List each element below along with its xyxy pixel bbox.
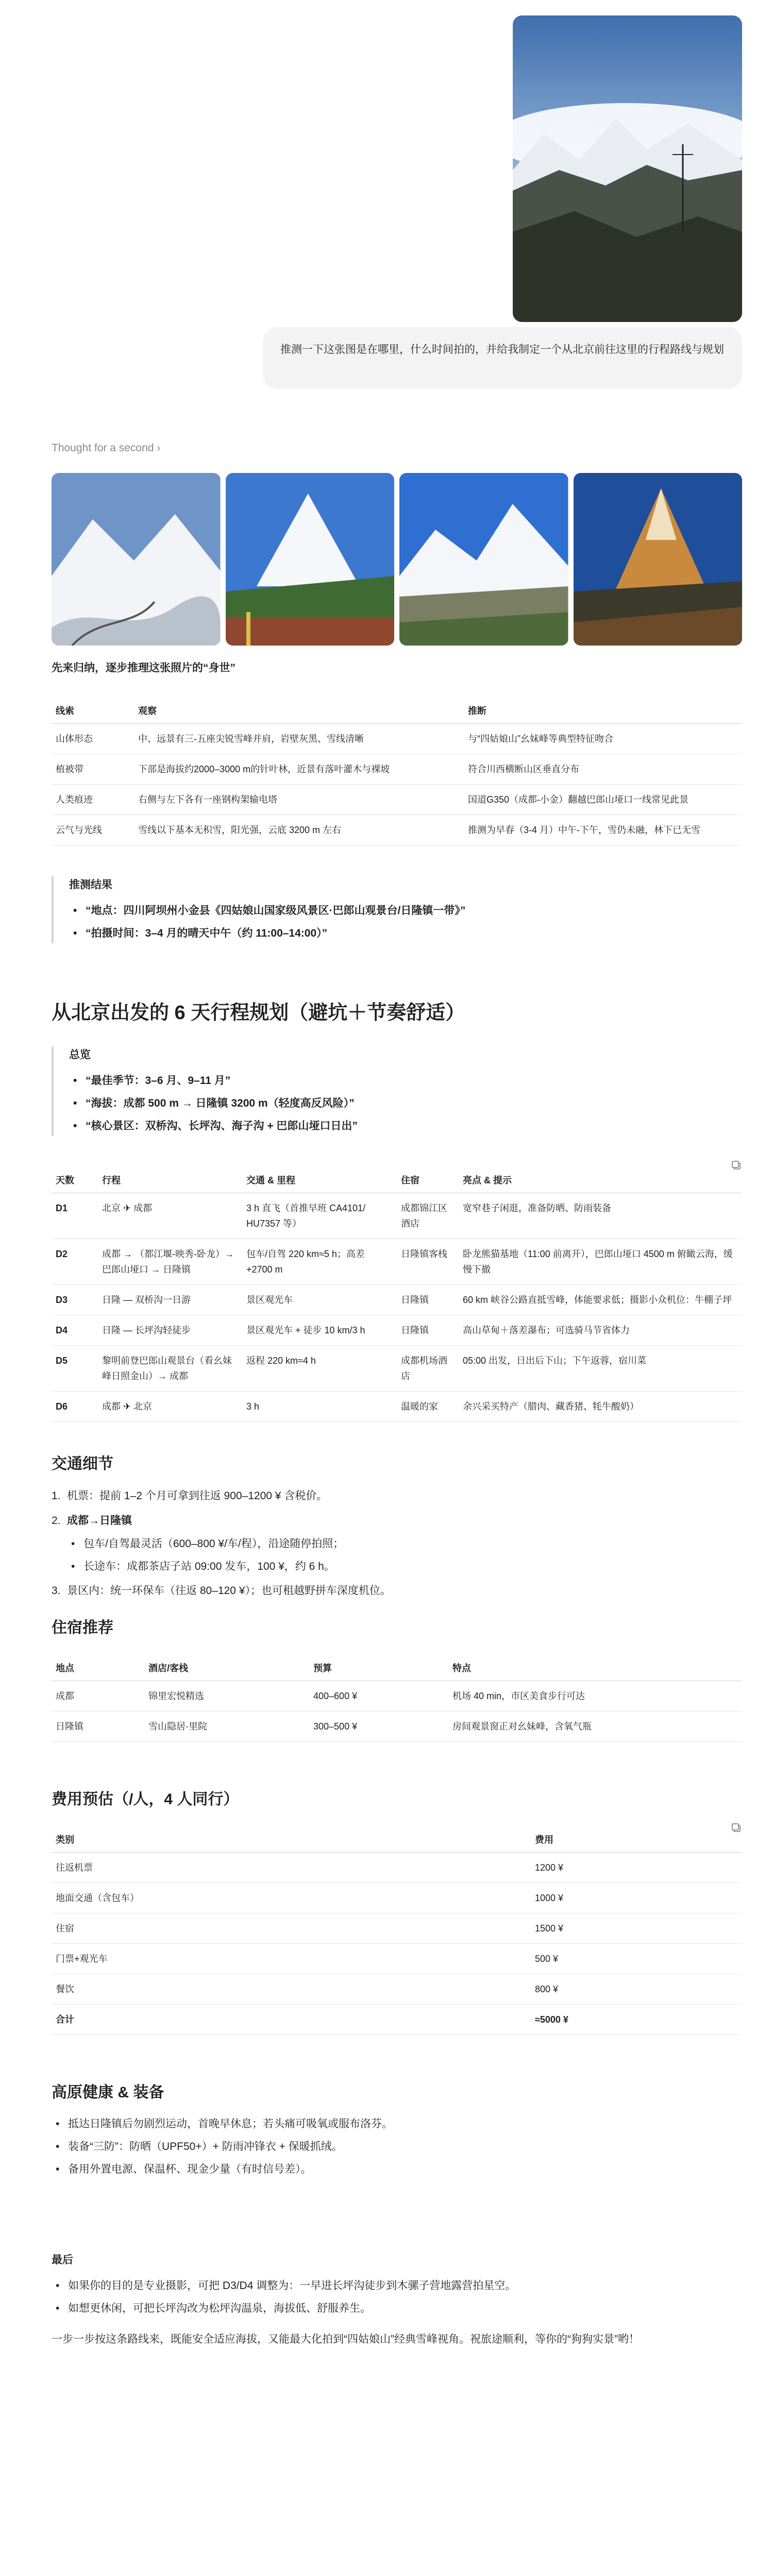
cell: D6 [52,1392,98,1422]
table-row [52,1346,742,1392]
th-observation: 观察 [134,698,464,724]
sub-item: • 长途车：成都茶店子站 09:00 发车，100 ¥，约 6 h。 [67,1557,742,1577]
th-budget: 预算 [309,1655,448,1681]
cell: 景区观光车 [242,1285,397,1315]
table-row [52,1681,742,1711]
cell: 餐饮 [52,1974,531,2005]
cell: 符合川西横断山区垂直分布 [464,754,742,785]
th-route: 行程 [98,1167,242,1193]
cell: 房间观景窗正对幺妹峰，含氧气瓶 [448,1711,742,1742]
list-number: 3. [52,1585,61,1597]
cell: 500 ¥ [531,1944,742,1974]
lodging-table [52,1655,742,1742]
table-row [52,2005,742,2035]
cell: 温暖的家 [397,1392,459,1422]
cell: 日隆镇客栈 [397,1239,459,1285]
th-category: 类别 [52,1826,531,1853]
th-place: 地点 [52,1655,144,1681]
cost-table [52,1826,742,2035]
user-message-bubble [263,327,742,389]
cell: 中、远景有三-五座尖锐雪峰并肩，岩壁灰黑、雪线清晰 [134,724,464,754]
table-row [52,754,742,785]
cell: D2 [52,1239,98,1285]
cell: 成都机场酒店 [397,1346,459,1392]
chevron-right-icon: › [157,442,161,454]
list-item [52,1511,742,1577]
cell: 山体形态 [52,724,134,754]
cell: 机场 40 min，市区美食步行可达 [448,1681,742,1711]
table-row [52,1711,742,1742]
cell: 3 h [242,1392,397,1422]
intro-text: 先来归纳，逐步推理这张照片的“身世” [52,662,236,674]
list-item: • 抵达日隆镇后勿剧烈运动，首晚早休息；若头痛可吸氧或服布洛芬。 [52,2114,742,2134]
cell: 推测为早春（3-4 月）中午-下午，雪仍未融，林下已无雪 [464,815,742,845]
table-row [52,1974,742,2005]
th-features: 特点 [448,1655,742,1681]
cell: 60 km 峡谷公路直抵雪峰，体能要求低；摄影小众机位：牛棚子坪 [459,1285,742,1315]
table-row [52,1193,742,1239]
cell: 日隆镇 [397,1285,459,1315]
list-item: • 如果你的目的是专业摄影，可把 D3/D4 调整为：一早进长坪沟徒步到木骡子营地露营拍星空。 [52,2276,742,2296]
list-item: • 如想更休闲，可把长坪沟改为松坪沟温泉，海拔低、舒服养生。 [52,2299,742,2318]
cell: 800 ¥ [531,1974,742,2005]
cell: 锦里宏悦精选 [144,1681,309,1711]
cell: 日隆镇 [52,1711,144,1742]
cell: 与“四姑娘山”幺妹峰等典型特征吻合 [464,724,742,754]
table-row [52,1944,742,1974]
cost-title: 费用预估（/人，4 人同行） [52,1791,239,1808]
table-row [52,785,742,815]
cell: 门票+观光车 [52,1944,531,1974]
table-row [52,724,742,754]
gallery-image-2[interactable] [226,473,395,646]
cell: 400–600 ¥ [309,1681,448,1711]
cell: 余兴采买特产（腊肉、藏香猪、牦牛酸奶） [459,1392,742,1422]
cell: D3 [52,1285,98,1315]
gallery-image-3[interactable] [399,473,568,646]
th-day: 天数 [52,1167,98,1193]
analysis-table [52,698,742,845]
table-row [52,1883,742,1913]
health-list [52,2114,742,2179]
cell: 植被带 [52,754,134,785]
cell: 雪线以下基本无积雪，阳光强，云底 3200 m 左右 [134,815,464,845]
thought-toggle[interactable] [52,442,160,454]
list-item: • 装备“三防”：防晒（UPF50+）+ 防雨冲锋衣 + 保暖抓绒。 [52,2137,742,2157]
list-number: 2. [52,1515,61,1527]
copy-table-icon[interactable] [731,1160,742,1171]
user-message-text: 推测一下这张图是在哪里，什么时间拍的，并给我制定一个从北京前往这里的行程路线与规划 [280,344,724,355]
cell: 1200 ¥ [531,1853,742,1883]
cell: 3 h 直飞（首推早班 CA4101/ HU7357 等） [242,1193,397,1239]
table-row [52,1392,742,1422]
table-row [52,815,742,845]
closing-text: 一步一步按这条路线来，既能安全适应海拔，又能最大化拍到“四姑娘山”经典雪峰视角。祝旅途顺利，等你的“狗狗实景”哟！ [52,2333,640,2345]
th-clue: 线索 [52,698,134,724]
result-item: • “地点：四川阿坝州小金县《四姑娘山国家级风景区·巴郎山观景台/日隆镇一带》” [69,901,742,921]
list-number: 1. [52,1490,61,1502]
cell: 下部是海拔约2000–3000 m的针叶林，近景有落叶灌木与裸坡 [134,754,464,785]
cell: 往返机票 [52,1853,531,1883]
thought-label: Thought for a second [52,442,154,454]
cell: 成都 → （都江堰-映秀-卧龙）→ 巴郎山垭口 → 日隆镇 [98,1239,242,1285]
cell: 成都锦江区酒店 [397,1193,459,1239]
cell: 高山草甸＋落差瀑布；可选骑马节省体力 [459,1315,742,1346]
cell: 宽窄巷子闲逛，准备防晒、防雨装备 [459,1193,742,1239]
cell: 1500 ¥ [531,1913,742,1944]
th-inference: 推断 [464,698,742,724]
result-title: 推测结果 [69,879,112,891]
cell: 黎明前登巴郎山观景台（看幺妹峰日照金山）→ 成都 [98,1346,242,1392]
overview-item: • “核心景区：双桥沟、长坪沟、海子沟 + 巴郎山垭口日出” [69,1116,742,1136]
cell: 卧龙熊猫基地（11:00 前离开），巴郎山垭口 4500 m 俯瞰云海，缓慢下撤 [459,1239,742,1285]
table-row [52,1913,742,1944]
gallery-image-4[interactable] [574,473,743,646]
cell: 1000 ¥ [531,1883,742,1913]
cell: D4 [52,1315,98,1346]
cell: 右侧与左下各有一座钢构架输电塔 [134,785,464,815]
cell: 日隆镇 [397,1315,459,1346]
overview-item: • “海拔：成都 500 m → 日隆镇 3200 m（轻度高反风险）” [69,1094,742,1113]
list-text: 景区内：统一环保车（往返 80–120 ¥）；也可租越野拼车深度机位。 [67,1585,391,1597]
cell: 雪山隐居·里院 [144,1711,309,1742]
cell: 北京 ✈ 成都 [98,1193,242,1239]
final-list [52,2276,742,2318]
list-text: 成都→日隆镇 [67,1515,132,1527]
overview-title: 总览 [69,1049,91,1061]
th-hotel: 酒店/客栈 [144,1655,309,1681]
copy-table-icon[interactable] [731,1822,742,1834]
th-amount: 费用 [531,1826,742,1853]
plan-title: 从北京出发的 6 天行程规划（避坑＋节奏舒适） [52,1002,465,1024]
cell: ≈5000 ¥ [531,2005,742,2035]
user-uploaded-photo[interactable] [513,15,742,322]
gallery-image-1[interactable] [52,473,221,646]
overview-quote [52,1046,742,1136]
th-transport: 交通 & 里程 [242,1167,397,1193]
table-row [52,1853,742,1883]
assistant-response [52,659,742,2348]
cell: 日隆 — 双桥沟一日游 [98,1285,242,1315]
list-item: • 备用外置电源、保温杯、现金少量（有时信号差）。 [52,2160,742,2179]
cell: 合计 [52,2005,531,2035]
itinerary-table [52,1167,742,1422]
overview-item: • “最佳季节：3–6 月、9–11 月” [69,1071,742,1091]
table-row [52,1239,742,1285]
th-highlights: 亮点 & 提示 [459,1167,742,1193]
transport-title: 交通细节 [52,1455,113,1472]
cell: 国道G350（成都-小金）翻越巴郎山垭口一线常见此景 [464,785,742,815]
cell: 云气与光线 [52,815,134,845]
list-text: 机票：提前 1–2 个月可拿到往返 900–1200 ¥ 含税价。 [67,1490,328,1502]
th-stay: 住宿 [397,1167,459,1193]
cell: D5 [52,1346,98,1392]
cell: 05:00 出发，日出后下山；下午返蓉，宿川菜 [459,1346,742,1392]
cell: 日隆 — 长坪沟轻徒步 [98,1315,242,1346]
reference-image-gallery [52,473,742,646]
cell: 景区观光车 + 徒步 10 km/3 h [242,1315,397,1346]
list-item [52,1581,742,1601]
list-item [52,1486,742,1506]
health-title: 高原健康 & 装备 [52,2084,164,2101]
lodging-title: 住宿推荐 [52,1619,113,1636]
cell: 返程 220 km≈4 h [242,1346,397,1392]
cell: 地面交通（含包车） [52,1883,531,1913]
cell: D1 [52,1193,98,1239]
final-title: 最后 [52,2254,73,2266]
transport-list [52,1486,742,1601]
sub-item: • 包车/自驾最灵活（600–800 ¥/车/程），沿途随停拍照； [67,1534,742,1554]
table-row [52,1315,742,1346]
cell: 人类痕迹 [52,785,134,815]
cell: 成都 ✈ 北京 [98,1392,242,1422]
table-row [52,1285,742,1315]
result-item: • “拍摄时间：3–4 月的晴天中午（约 11:00–14:00）” [69,924,742,943]
cell: 包车/自驾 220 km≈5 h；高差 +2700 m [242,1239,397,1285]
cell: 300–500 ¥ [309,1711,448,1742]
cell: 住宿 [52,1913,531,1944]
result-quote [52,876,742,943]
cell: 成都 [52,1681,144,1711]
